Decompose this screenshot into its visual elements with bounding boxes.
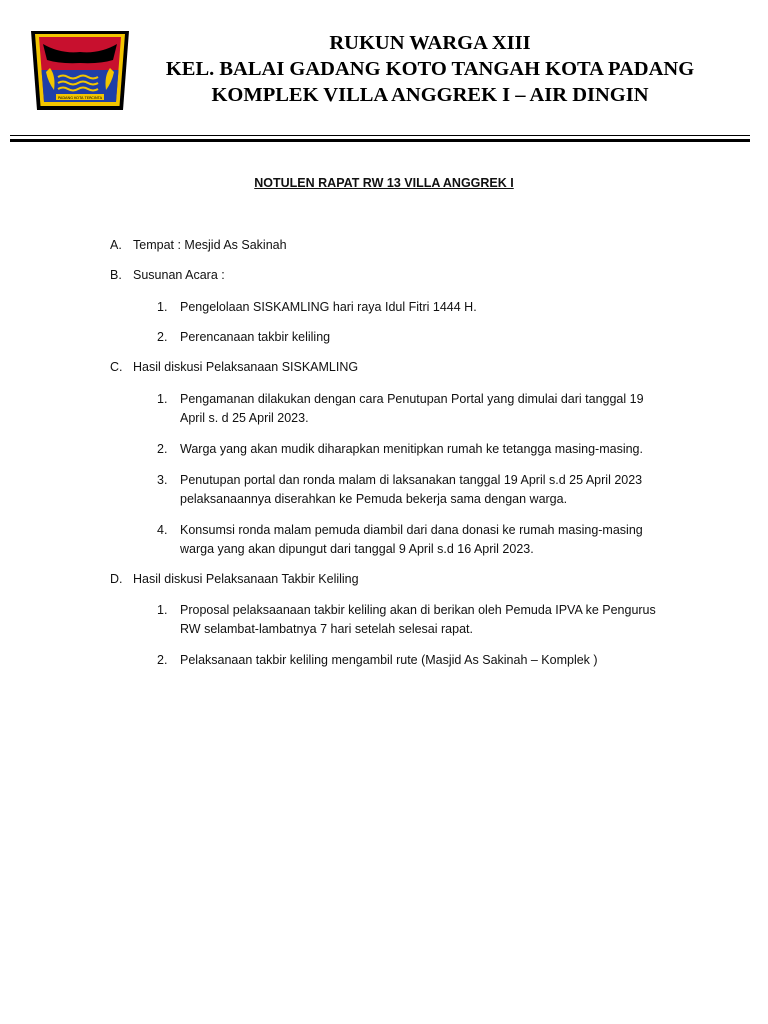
letterhead (130, 30, 730, 108)
item-number: 1. (157, 603, 168, 617)
list-item (157, 298, 677, 317)
item-number: 4. (157, 523, 168, 537)
header-divider-thick (10, 139, 750, 142)
header-divider-thin (10, 135, 750, 136)
letterhead-line-3: KOMPLEK VILLA ANGGREK I – AIR DINGIN (211, 84, 649, 106)
item-text-line-2: pelaksanaannya diserahkan ke Pemuda bekerja sama dengan warga. (180, 492, 568, 506)
letterhead-line-1: RUKUN WARGA XIII (329, 32, 531, 54)
item-text: Pelaksanaan takbir keliling mengambil rute (Masjid As Sakinah – Komplek ) (180, 653, 598, 667)
item-text: Perencanaan takbir keliling (180, 330, 331, 344)
item-number: 1. (157, 300, 168, 314)
list-item (157, 390, 677, 428)
document-title: NOTULEN RAPAT RW 13 VILLA ANGGREK I (254, 176, 514, 190)
list-item (157, 601, 677, 639)
section-marker: A. (110, 238, 122, 252)
section-d (110, 570, 359, 589)
item-number: 1. (157, 392, 168, 406)
section-text: Hasil diskusi Pelaksanaan Takbir Keliling (133, 572, 359, 586)
item-text-line-1: Penutupan portal dan ronda malam di laksanakan tanggal 19 April s.d 25 April 2023 (180, 473, 643, 487)
item-text-line-1: Pengamanan dilakukan dengan cara Penutupan Portal yang dimulai dari tanggal 19 (180, 392, 644, 406)
item-text-line-1: Proposal pelaksaanaan takbir keliling akan di berikan oleh Pemuda IPVA ke Pengurus (180, 603, 656, 617)
section-c (110, 358, 358, 377)
section-b (110, 266, 225, 285)
list-item (157, 440, 677, 459)
item-number: 3. (157, 473, 168, 487)
letterhead-line-2: KEL. BALAI GADANG KOTO TANGAH KOTA PADANG (165, 58, 695, 80)
item-number: 2. (157, 330, 168, 344)
section-marker: D. (110, 572, 123, 586)
item-number: 2. (157, 442, 168, 456)
item-text: Warga yang akan mudik diharapkan menitipkan rumah ke tetangga masing-masing. (180, 442, 643, 456)
list-item (157, 328, 677, 347)
section-a (110, 236, 287, 255)
item-number: 2. (157, 653, 168, 667)
section-marker: C. (110, 360, 123, 374)
item-text-line-2: April s. d 25 April 2023. (180, 411, 309, 425)
item-text-line-2: warga yang akan dipungut dari tanggal 9 April s.d 16 April 2023. (180, 542, 534, 556)
padang-emblem-logo (30, 30, 130, 112)
section-text: Tempat : Mesjid As Sakinah (133, 238, 287, 252)
section-text: Susunan Acara : (133, 268, 225, 282)
list-item (157, 521, 677, 559)
list-item (157, 651, 677, 670)
item-text-line-2: RW selambat-lambatnya 7 hari setelah selesai rapat. (180, 622, 473, 636)
section-marker: B. (110, 268, 122, 282)
item-text-line-1: Konsumsi ronda malam pemuda diambil dari dana donasi ke rumah masing-masing (180, 523, 643, 537)
item-text: Pengelolaan SISKAMLING hari raya Idul Fitri 1444 H. (180, 300, 477, 314)
section-text: Hasil diskusi Pelaksanaan SISKAMLING (133, 360, 359, 374)
emblem-ribbon-text: PADANG KOTA TERCINTA (57, 95, 103, 100)
list-item (157, 471, 677, 509)
